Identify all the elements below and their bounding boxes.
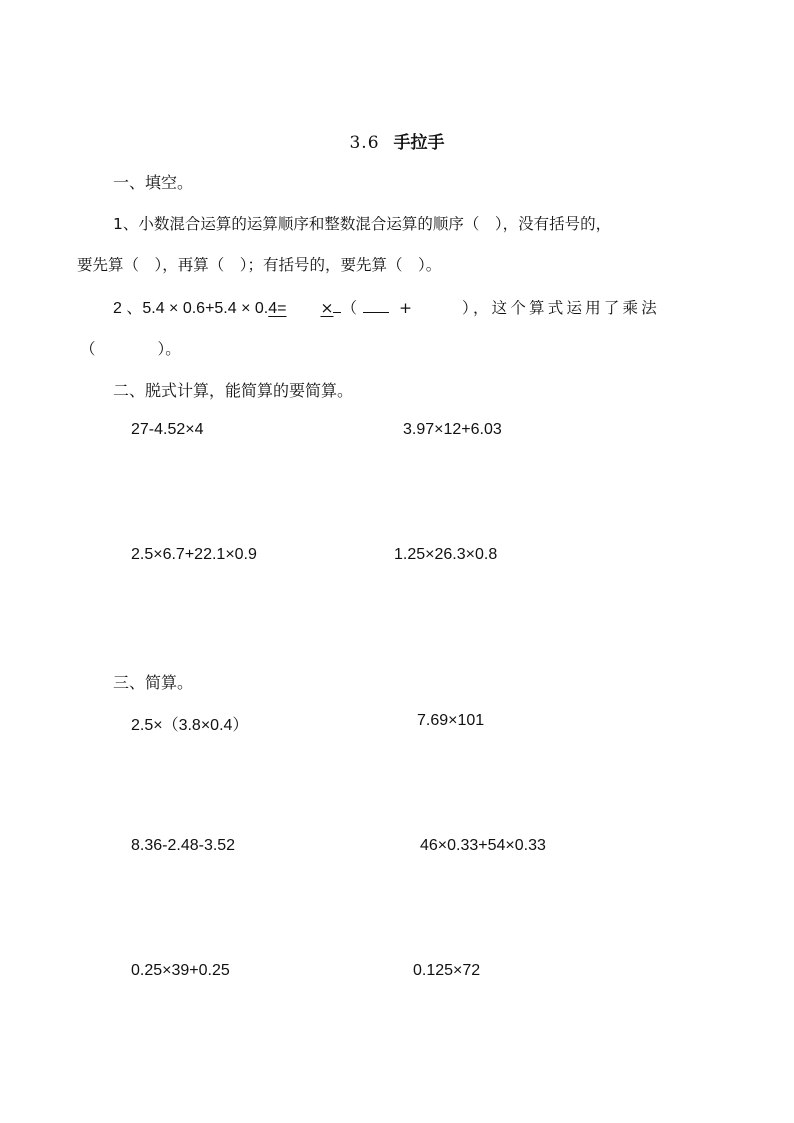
question-1-line-2: 要先算（ ），再算（ ）；有括号的，要先算（ ）。 — [77, 256, 442, 274]
simplify-expression-4: 46×0.33+54×0.33 — [420, 837, 546, 854]
question-2-plus: + — [399, 299, 412, 317]
simplify-expression-6: 0.125×72 — [413, 962, 481, 979]
question-2-line-2: （ ）。 — [80, 340, 181, 358]
question-2-line-1 — [113, 295, 660, 318]
section-heading-calculation: 二、脱式计算，能简算的要简算。 — [113, 381, 354, 400]
simplify-expression-3: 8.36-2.48-3.52 — [131, 837, 236, 854]
question-2-times: × — [320, 299, 334, 317]
section-heading-simplify: 三、简算。 — [113, 673, 194, 692]
section-heading-fill-blanks: 一、填空。 — [113, 173, 194, 192]
calc-expression-1: 27-4.52×4 — [131, 421, 204, 438]
question-1-line-1: 1、小数混合运算的运算顺序和整数混合运算的顺序（ ），没有括号的， — [113, 215, 612, 233]
simplify-expression-5: 0.25×39+0.25 — [131, 962, 230, 979]
question-2-expression: 2 、5.4 × 0.6+5.4 × 0. — [113, 300, 269, 317]
title-number: 3.6 — [349, 133, 380, 153]
question-2-blank-3 — [363, 298, 389, 313]
simplify-expression-2: 7.69×101 — [417, 712, 485, 729]
simplify-expression-1: 2.5×（3.8×0.4） — [131, 717, 249, 734]
question-2-equals: 4= — [268, 300, 287, 317]
question-2-suffix: ），这个算式运用了乘法 — [462, 299, 660, 317]
calc-expression-3: 2.5×6.7+22.1×0.9 — [131, 546, 257, 563]
question-2-open-paren: （ — [341, 299, 357, 317]
page-title — [0, 128, 794, 153]
calc-expression-2: 3.97×12+6.03 — [403, 421, 502, 438]
calc-expression-4: 1.25×26.3×0.8 — [394, 546, 498, 563]
title-name: 手拉手 — [393, 133, 445, 153]
